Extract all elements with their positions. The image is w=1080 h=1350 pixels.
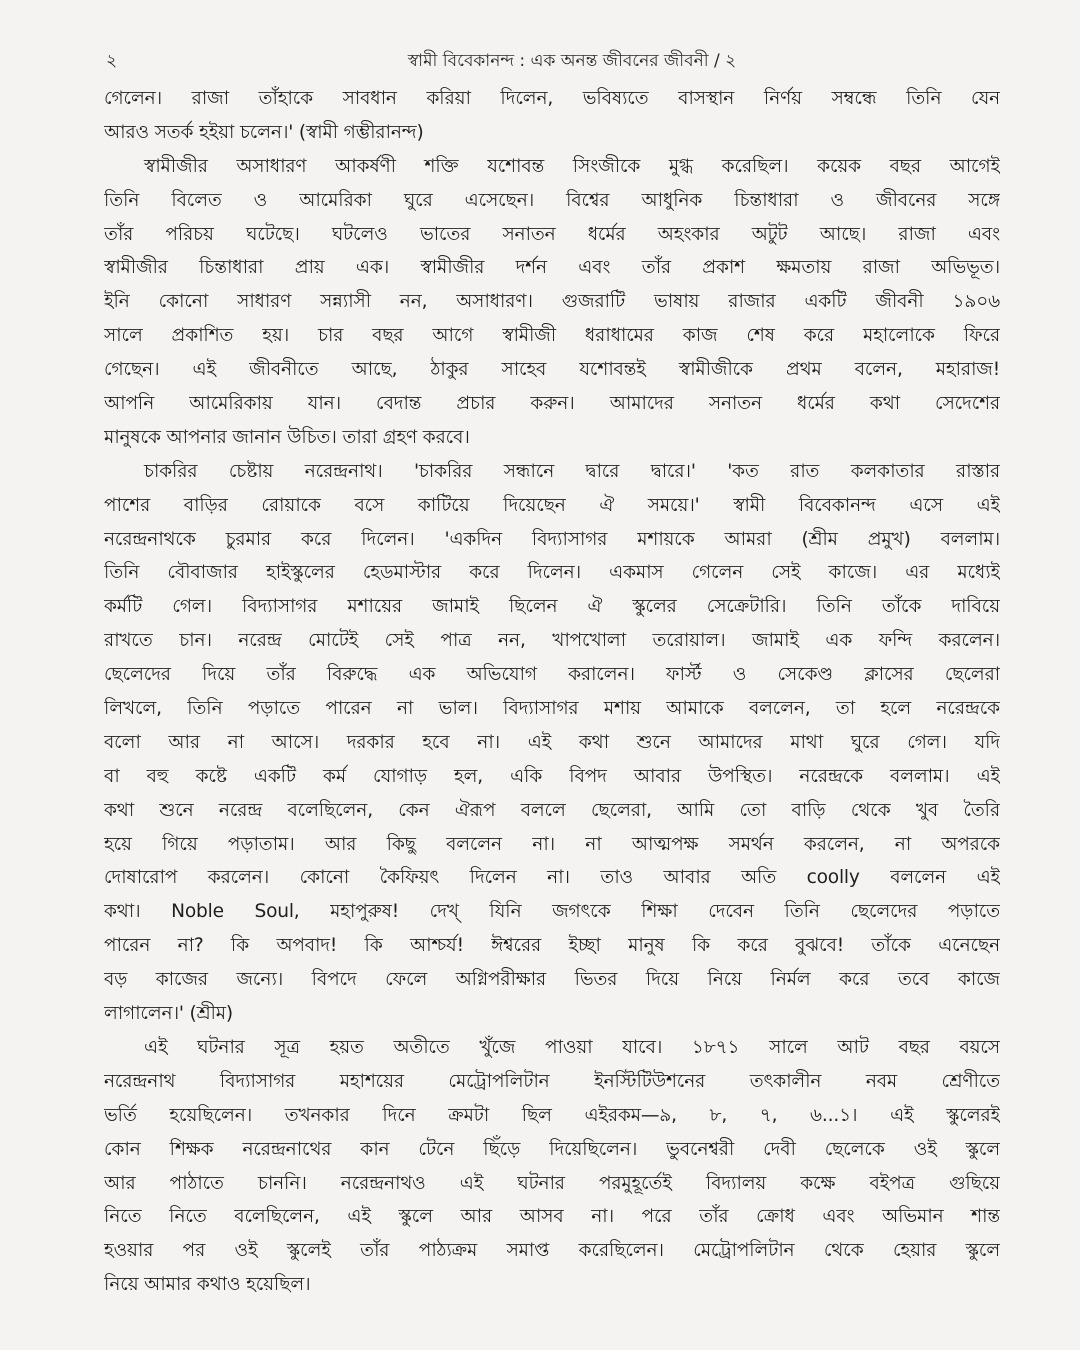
text-line: হওয়ার পর ওই স্কুলেই তাঁর পাঠ্যক্রম সমাপ্ত করেছিলেন। মেট্রোপলিটান থেকে হেয়ার স্কুলে	[104, 1240, 1000, 1262]
paragraph	[104, 455, 1000, 1031]
text-line: চাকরির চেষ্টায় নরেন্দ্রনাথ। 'চাকরির সন্ধানে দ্বারে দ্বারে।' 'কত রাত কলকাতার রাস্তার	[144, 460, 1000, 482]
text-line: নিয়ে আমার কথাও হয়েছিল।	[104, 1274, 311, 1296]
text-line: আরও সতর্ক হইয়া চলেন।' (স্বামী গম্ভীরানন্দ)	[104, 121, 424, 143]
paragraph	[104, 82, 1000, 150]
text-line: গেছেন। এই জীবনীতে আছে, ঠাকুর সাহেব যশোবন্তই স্বামীজীকে প্রথম বলেন, মহারাজ!	[104, 359, 1000, 381]
text-line: স্বামীজীর অসাধারণ আকর্ষণী শক্তি যশোবন্ত সিংজীকে মুগ্ধ করেছিল। কয়েক বছর আগেই	[144, 155, 1000, 177]
running-header	[104, 42, 1000, 82]
text-line: আর পাঠাতে চাননি। নরেন্দ্রনাথও এই ঘটনার পরমুহূর্তেই বিদ্যালয় কক্ষে বইপত্র গুছিয়ে	[104, 1172, 1000, 1194]
book-page	[104, 42, 1000, 1302]
text-line: গেলেন। রাজা তাঁহাকে সাবধান করিয়া দিলেন, ভবিষ্যতে বাসস্থান নির্ণয় সম্বন্ধে তিনি যেন	[104, 88, 1000, 109]
text-line: ইনি কোনো সাধারণ সন্ন্যাসী নন, অসাধারণ। গুজরাটি ভাষায় রাজার একটি জীবনী ১৯০৬	[104, 291, 1000, 313]
text-line: স্বামীজীর চিন্তাধারা প্রায় এক। স্বামীজীর দর্শন এবং তাঁর প্রকাশ ক্ষমতায় রাজা অভিভূত।	[104, 257, 1000, 279]
running-title: স্বামী বিবেকানন্দ : এক অনন্ত জীবনের জীবনী / ২	[407, 51, 737, 71]
paragraph	[104, 1031, 1000, 1302]
text-line: তাঁর পরিচয় ঘটেছে। ঘটলেও ভাতের সনাতন ধর্মের অহংকার অটুট আছে। রাজা এবং	[104, 223, 1000, 245]
text-line: কথা। Noble Soul, মহাপুরুষ! দেখ্ যিনি জগৎকে শিক্ষা দেবেন তিনি ছেলেদের পড়াতে	[104, 901, 1000, 923]
text-line: তিনি বৌবাজার হাইস্কুলের হেডমাস্টার করে দিলেন। একমাস গেলেন সেই কাজে। এর মধ্যেই	[104, 562, 1000, 584]
text-line: বলো আর না আসে। দরকার হবে না। এই কথা শুনে আমাদের মাথা ঘুরে গেল। যদি	[104, 731, 1000, 753]
text-line: কোন শিক্ষক নরেন্দ্রনাথের কান টেনে ছিঁড়ে দিয়েছিলেন। ভুবনেশ্বরী দেবী ছেলেকে ওই স্কুলে	[104, 1138, 1000, 1160]
text-line: নিতে নিতে বলেছিলেন, এই স্কুলে আর আসব না। পরে তাঁর ক্রোধ এবং অভিমান শান্ত	[104, 1206, 1000, 1228]
text-line: তিনি বিলেত ও আমেরিকা ঘুরে এসেছেন। বিশ্বের আধুনিক চিন্তাধারা ও জীবনের সঙ্গে	[104, 189, 1000, 211]
text-line: মানুষকে আপনার জানান উচিত। তারা গ্রহণ করবে।	[104, 426, 470, 448]
text-line: বা বহু কষ্টে একটি কর্ম যোগাড় হল, একি বিপদ আবার উপস্থিত। নরেন্দ্রকে বললাম। এই	[104, 765, 1000, 787]
text-line: ছেলেদের দিয়ে তাঁর বিরুদ্ধে এক অভিযোগ করালেন। ফার্স্ট ও সেকেণ্ড ক্লাসের ছেলেরা	[104, 664, 1000, 686]
text-line: নরেন্দ্রনাথকে চুরমার করে দিলেন। 'একদিন বিদ্যাসাগর মশায়কে আমরা (শ্রীম প্রমুখ) বললাম।	[104, 528, 1000, 550]
text-line: রাখতে চান। নরেন্দ্র মোটেই সেই পাত্র নন, খাপখোলা তরোয়াল। জামাই এক ফন্দি করলেন।	[104, 630, 1000, 652]
text-line: হয়ে গিয়ে পড়াতাম। আর কিছু বললেন না। না আত্মপক্ষ সমর্থন করলেন, না অপরকে	[104, 833, 1000, 855]
text-line: কর্মটি গেল। বিদ্যাসাগর মশায়ের জামাই ছিলেন ঐ স্কুলের সেক্রেটারি। তিনি তাঁকে দাবিয়ে	[104, 596, 1000, 618]
text-line: আপনি আমেরিকায় যান। বেদান্ত প্রচার করুন। আমাদের সনাতন ধর্মের কথা সেদেশের	[104, 393, 1000, 415]
text-line: ভর্তি হয়েছিলেন। তখনকার দিনে ক্রমটা ছিল এইরকম—৯, ৮, ৭, ৬...১। এই স্কুলেরই	[104, 1104, 1000, 1126]
paragraph	[104, 150, 1000, 455]
text-line: বড় কাজের জন্যে। বিপদে ফেলে অগ্নিপরীক্ষার ভিতর দিয়ে নিয়ে নির্মল করে তবে কাজে	[104, 969, 1000, 991]
text-line: সালে প্রকাশিত হয়। চার বছর আগে স্বামীজী ধরাধামের কাজ শেষ করে মহালোকে ফিরে	[104, 325, 1000, 347]
text-line: পারেন না? কি অপবাদ! কি আশ্চর্য! ঈশ্বরের ইচ্ছা মানুষ কি করে বুঝবে! তাঁকে এনেছেন	[104, 935, 1000, 957]
text-line: এই ঘটনার সূত্র হয়ত অতীতে খুঁজে পাওয়া যাবে। ১৮৭১ সালে আট বছর বয়সে	[144, 1036, 1000, 1058]
text-line: পাশের বাড়ির রোয়াকে বসে কাটিয়ে দিয়েছেন ঐ সময়ে।' স্বামী বিবেকানন্দ এসে এই	[104, 494, 1000, 516]
text-line: লাগালেন।' (শ্রীম)	[104, 1003, 233, 1025]
text-line: লিখলে, তিনি পড়াতে পারেন না ভাল। বিদ্যাসাগর মশায় আমাকে বললেন, তা হলে নরেন্দ্রকে	[104, 698, 1000, 720]
body-text	[104, 82, 1000, 1302]
text-line: কথা শুনে নরেন্দ্র বলেছিলেন, কেন ঐরূপ বললে ছেলেরা, আমি তো বাড়ি থেকে খুব তৈরি	[104, 799, 1000, 821]
page-number: ২	[106, 51, 118, 71]
text-line: দোষারোপ করলেন। কোনো কৈফিয়ৎ দিলেন না। তাও আবার অতি coolly বললেন এই	[104, 867, 1000, 889]
text-line: নরেন্দ্রনাথ বিদ্যাসাগর মহাশয়ের মেট্রোপলিটান ইনস্টিটিউশনের তৎকালীন নবম শ্রেণীতে	[104, 1070, 1000, 1092]
